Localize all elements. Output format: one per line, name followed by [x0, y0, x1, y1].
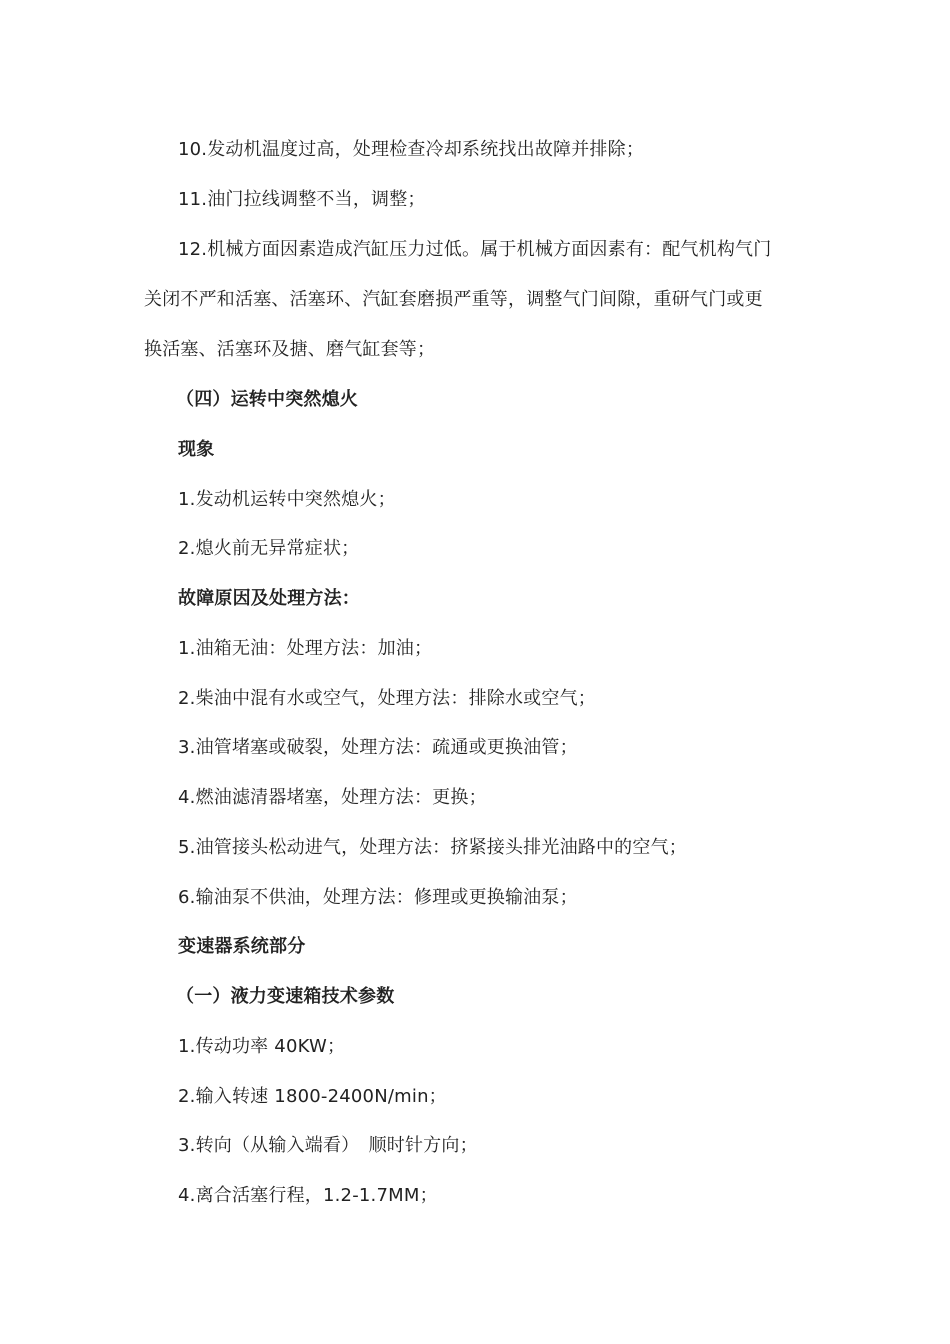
list-item-param-1: 1.传动功率 40KW；	[178, 1036, 346, 1057]
paragraph-item-11: 11.油门拉线调整不当，调整；	[178, 189, 426, 210]
causes-heading: 故障原因及处理方法：	[178, 588, 360, 609]
list-item-cause-1: 1.油箱无油：处理方法：加油；	[178, 638, 433, 659]
section-heading-1: （一）液力变速箱技术参数	[176, 986, 395, 1007]
list-item-cause-3: 3.油管堵塞或破裂，处理方法：疏通或更换油管；	[178, 737, 578, 758]
transmission-heading: 变速器系统部分	[178, 936, 306, 957]
list-item-cause-6: 6.输油泵不供油，处理方法：修理或更换输油泵；	[178, 887, 578, 908]
phenomenon-heading: 现象	[178, 439, 215, 460]
list-item-cause-5: 5.油管接头松动进气，处理方法：挤紧接头排光油路中的空气；	[178, 837, 687, 858]
list-item-param-4: 4.离合活塞行程，1.2-1.7MM；	[178, 1185, 438, 1206]
list-item-phenomenon-1: 1.发动机运转中突然熄火；	[178, 489, 396, 510]
paragraph-item-12-line-2: 关闭不严和活塞、活塞环、汽缸套磨损严重等，调整气门间隙，重研气门或更	[144, 289, 763, 310]
list-item-param-2: 2.输入转速 1800-2400N/min；	[178, 1086, 447, 1107]
section-heading-4: （四）运转中突然熄火	[176, 389, 358, 410]
paragraph-item-10: 10.发动机温度过高，处理检查冷却系统找出故障并排除；	[178, 139, 645, 160]
list-item-cause-4: 4.燃油滤清器堵塞，处理方法：更换；	[178, 787, 487, 808]
paragraph-item-12-line-1: 12.机械方面因素造成汽缸压力过低。属于机械方面因素有：配气机构气门	[178, 239, 772, 260]
list-item-phenomenon-2: 2.熄火前无异常症状；	[178, 538, 360, 559]
paragraph-item-12-line-3: 换活塞、活塞环及搪、磨气缸套等；	[144, 339, 436, 360]
list-item-cause-2: 2.柴油中混有水或空气，处理方法：排除水或空气；	[178, 688, 596, 709]
list-item-param-3: 3.转向（从输入端看） 顺时针方向；	[178, 1135, 478, 1156]
